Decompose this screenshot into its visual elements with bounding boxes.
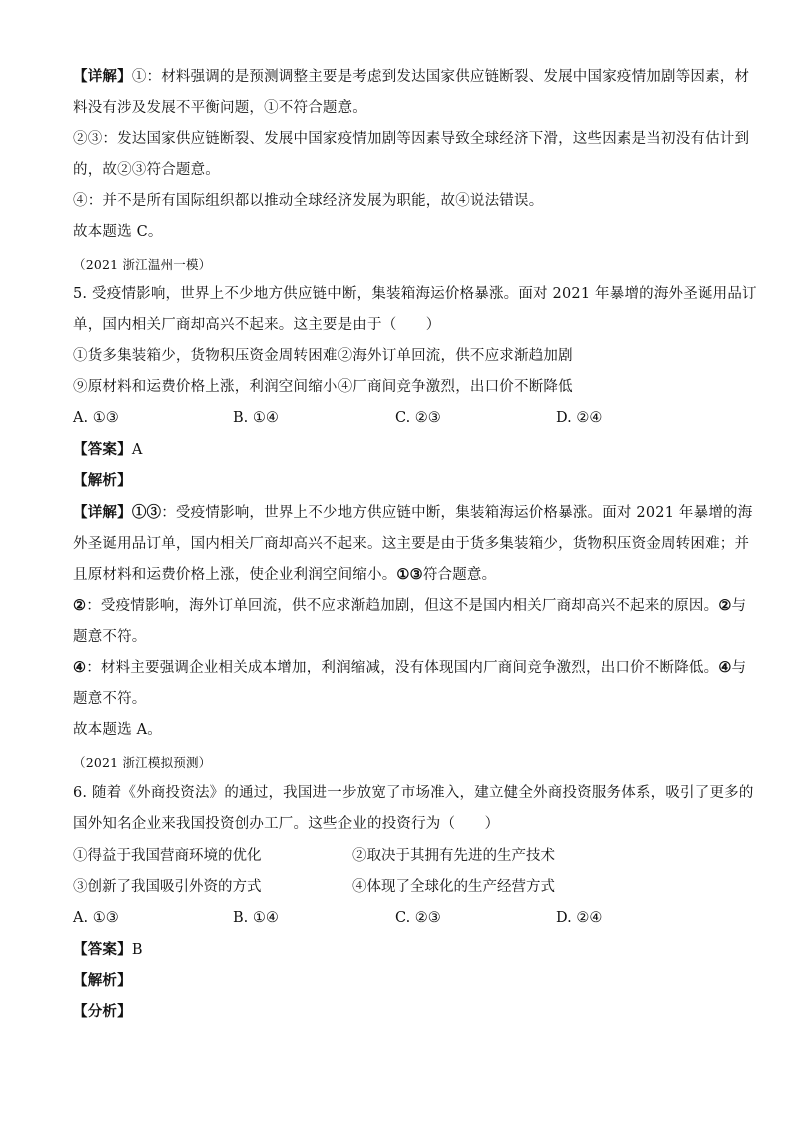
q6-item-3: ③创新了我国吸引外资的方式 [73, 879, 262, 895]
q6-item-4: ④体现了全球化的生产经营方式 [352, 879, 555, 895]
q5-option-c: C. ②③ [395, 410, 441, 426]
detail-line-1: 【详解】①：材料强调的是预测调整主要是考虑到发达国家供应链断裂、发展中国家疫情加剧等因素，材 [73, 68, 750, 85]
q5-stem-line-1: 5. 受疫情影响，世界上不少地方供应链中断，集装箱海运价格暴涨。面对 2021 年暴增的海外圣诞用品订 [73, 286, 757, 302]
q5-detail-line-4: ②：受疫情影响，海外订单回流，供不应求渐趋加剧，但这不是国内相关厂商却高兴不起来的原因。②与 [73, 597, 747, 614]
q5-detail-line-2: 外圣诞用品订单，国内相关厂商却高兴不起来。这主要是由于货多集装箱少，货物积压资金周转困难；并 [73, 536, 750, 552]
q5-option-b: B. ①④ [233, 410, 279, 426]
q6-item-1: ①得益于我国营商环境的优化 [73, 848, 262, 864]
q6-source: （2021 浙江模拟预测） [73, 755, 212, 770]
q5-answer [73, 440, 733, 460]
detail-line-2: 料没有涉及发展不平衡问题，①不符合题意。 [73, 100, 367, 116]
q5-detail-line-3: 且原材料和运费价格上涨，使企业利润空间缩小。①③符合题意。 [73, 566, 497, 583]
answer-value: B [131, 942, 143, 958]
q5-option-d: D. ②④ [556, 410, 603, 426]
detail-tag: 【详解】 [73, 68, 132, 85]
detail-line-5: ④：并不是所有国际组织都以推动全球经济发展为职能，故④说法错误。 [73, 193, 544, 209]
answer-tag: 【答案】 [73, 441, 132, 458]
q5-conclusion: 故本题选 A。 [73, 722, 162, 738]
q5-detail-line-5: 题意不符。 [73, 629, 147, 645]
q6-option-c: C. ②③ [395, 910, 441, 926]
q5-analysis-tag: 【解析】 [73, 472, 132, 489]
conclusion-line: 故本题选 C。 [73, 224, 163, 240]
q6-stem-line-1: 6. 随着《外商投资法》的通过，我国进一步放宽了市场准入，建立健全外商投资服务体系，吸引了更多的 [73, 785, 754, 801]
q5-detail-line-1: 【详解】①③：受疫情影响，世界上不少地方供应链中断，集装箱海运价格暴涨。面对 2021 年暴增的海 [73, 504, 753, 521]
q6-option-b: B. ①④ [233, 910, 279, 926]
q5-item-line-1: ①货多集装箱少，货物积压资金周转困难②海外订单回流，供不应求渐趋加剧 [73, 348, 573, 364]
q6-option-a: A. ①③ [73, 910, 119, 926]
q6-item-2: ②取决于其拥有先进的生产技术 [352, 848, 555, 864]
q5-stem-line-2: 单，国内相关厂商却高兴不起来。这主要是由于（ ） [73, 317, 441, 333]
q6-stem-line-2: 国外知名企业来我国投资创办工厂。这些企业的投资行为（ ） [73, 816, 500, 832]
q5-item-line-2: ⑨原材料和运费价格上涨，利润空间缩小④厂商间竞争激烈，出口价不断降低 [73, 379, 573, 395]
q6-analyze-tag: 【分析】 [73, 1003, 132, 1020]
detail-line-3: ②③：发达国家供应链断裂、发展中国家疫情加剧等因素导致全球经济下滑，这些因素是当初没有估计到 [73, 131, 750, 147]
q5-option-a: A. ①③ [73, 410, 119, 426]
detail-line-4: 的，故②③符合题意。 [73, 162, 220, 178]
q5-detail-line-6: ④：材料主要强调企业相关成本增加，利润缩减，没有体现国内厂商间竞争激烈，出口价不断降低。④与 [73, 659, 747, 676]
q5-detail-line-7: 题意不符。 [73, 691, 147, 707]
q5-source: （2021 浙江温州一模） [73, 257, 212, 272]
answer-tag: 【答案】 [73, 941, 132, 958]
answer-value: A [131, 442, 143, 458]
q6-analysis-tag: 【解析】 [73, 972, 132, 989]
q6-option-d: D. ②④ [556, 910, 603, 926]
q6-answer [73, 940, 733, 960]
